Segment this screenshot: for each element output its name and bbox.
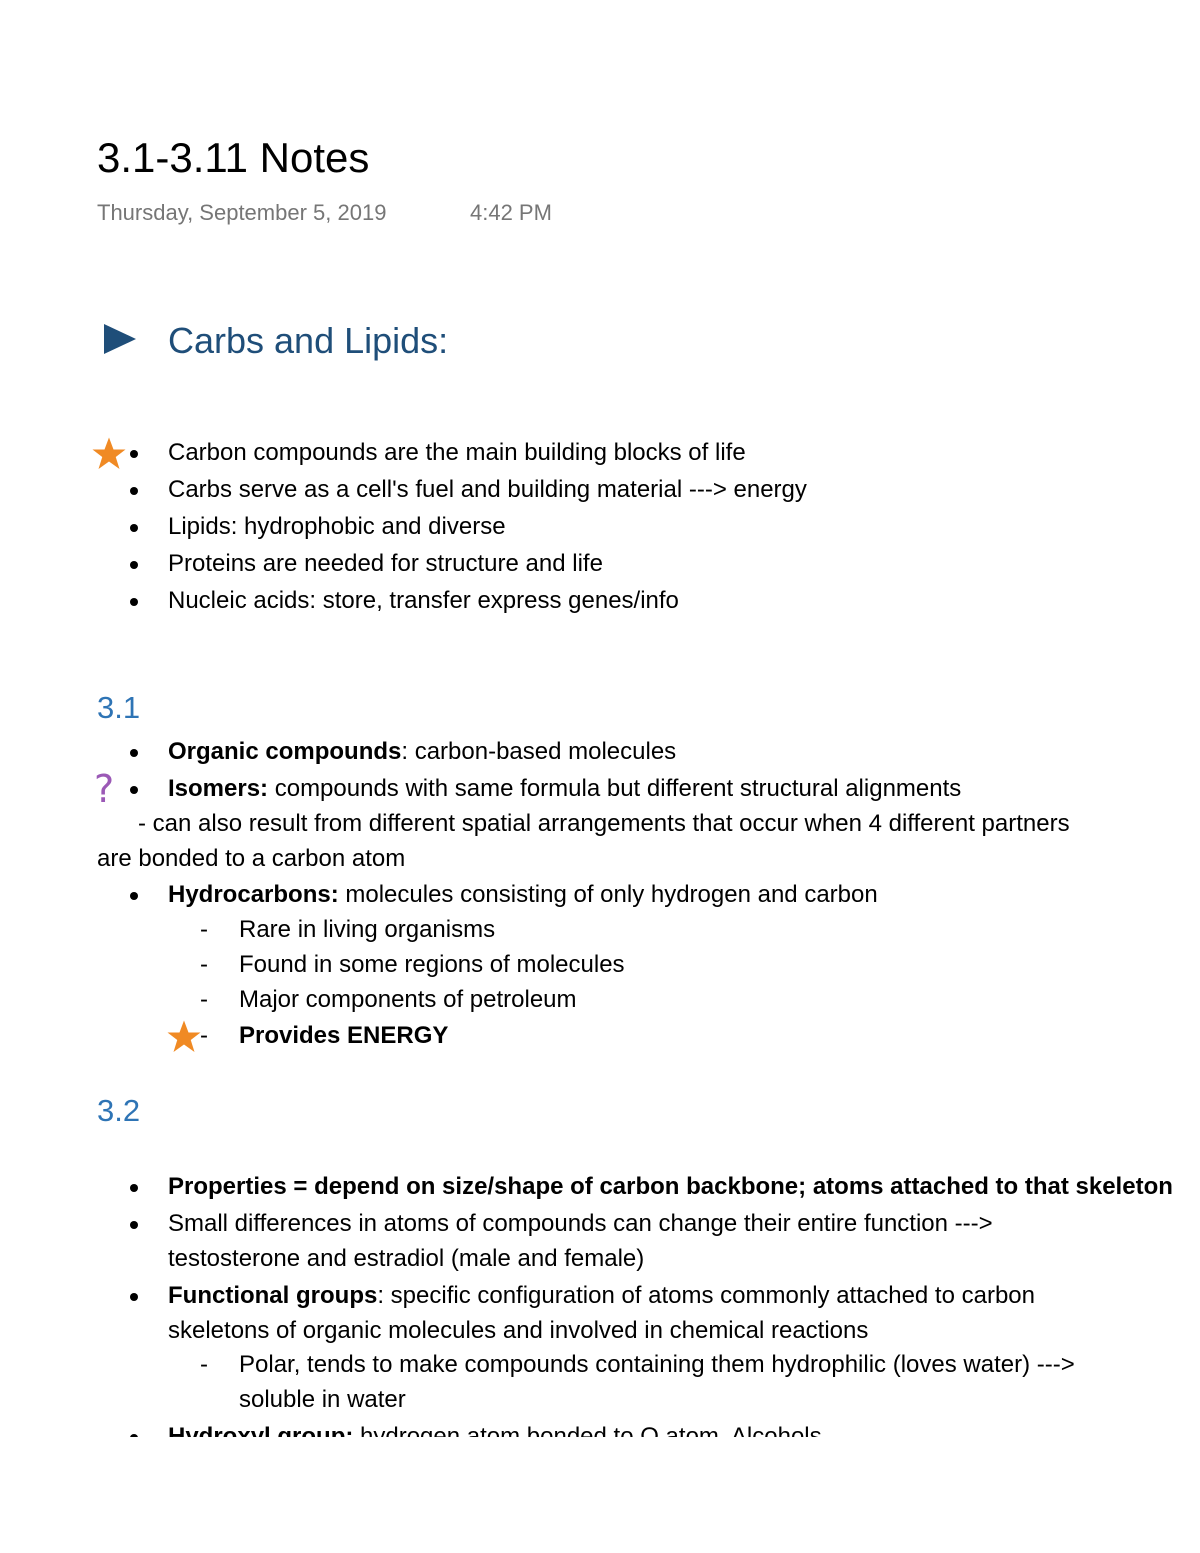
page-title: 3.1-3.11 Notes — [97, 134, 370, 181]
term-organic: Organic compounds — [168, 738, 402, 765]
list-item-continuation: testosterone and estradiol (male and female) — [168, 1245, 645, 1272]
bullet-icon — [130, 1293, 138, 1301]
list-item: Isomers: compounds with same formula but different structural alignments — [168, 775, 962, 802]
section-heading-3-2: 3.2 — [97, 1093, 141, 1128]
bullet-icon — [130, 1184, 138, 1192]
question-mark-icon: ? — [94, 767, 115, 811]
term-hydrocarbons: Hydrocarbons: — [168, 881, 339, 908]
dash-bullet: - — [200, 951, 208, 978]
sub-list-item: Found in some regions of molecules — [239, 951, 625, 978]
triangle-bullet-icon — [104, 324, 136, 354]
list-item: Functional groups: specific configuration of atoms commonly attached to carbon — [168, 1282, 1035, 1309]
bullet-icon — [130, 524, 138, 532]
term-functional-groups: Functional groups — [168, 1282, 378, 1309]
section-heading-carbs-lipids: Carbs and Lipids: — [168, 320, 449, 361]
bullet-icon — [130, 892, 138, 900]
sub-list-item-continuation: soluble in water — [239, 1386, 406, 1413]
dash-bullet: - — [200, 986, 208, 1013]
bullet-icon — [130, 1221, 138, 1229]
list-item: Properties = depend on size/shape of carbon backbone; atoms attached to that skeleton — [168, 1173, 1173, 1200]
bullet-icon — [130, 450, 138, 458]
note-line: are bonded to a carbon atom — [97, 845, 406, 872]
list-item: Proteins are needed for structure and life — [168, 550, 603, 577]
list-item: Carbon compounds are the main building blocks of life — [168, 439, 746, 466]
sub-list-item: Provides ENERGY — [239, 1022, 449, 1049]
list-item: Hydrocarbons: molecules consisting of only hydrogen and carbon — [168, 881, 878, 908]
sub-list-item: Major components of petroleum — [239, 986, 577, 1013]
list-item: Carbs serve as a cell's fuel and building material ---> energy — [168, 476, 807, 503]
section-heading-3-1: 3.1 — [97, 690, 141, 725]
list-item: Organic compounds: carbon-based molecules — [168, 738, 677, 765]
note-time: 4:42 PM — [470, 200, 552, 225]
dash-bullet: - — [200, 1351, 208, 1378]
bullet-icon — [130, 561, 138, 569]
list-item: Nucleic acids: store, transfer express genes/info — [168, 587, 679, 614]
star-icon — [91, 436, 127, 472]
sub-list-item: Polar, tends to make compounds containing them hydrophilic (loves water) ---> — [239, 1351, 1075, 1378]
dash-bullet: - — [200, 1022, 208, 1049]
note-line: - can also result from different spatial arrangements that occur when 4 different partners — [138, 810, 1070, 837]
term-isomers: Isomers: — [168, 775, 269, 802]
list-item: Lipids: hydrophobic and diverse — [168, 513, 506, 540]
page-bottom-cutoff — [0, 1437, 1200, 1553]
sub-list-item: Rare in living organisms — [239, 916, 496, 943]
bullet-icon — [130, 487, 138, 495]
dash-bullet: - — [200, 916, 208, 943]
list-item: Small differences in atoms of compounds can change their entire function ---> — [168, 1210, 993, 1237]
list-item-continuation: skeletons of organic molecules and involved in chemical reactions — [168, 1317, 869, 1344]
bullet-icon — [130, 598, 138, 606]
bullet-icon — [130, 749, 138, 757]
star-icon — [166, 1019, 202, 1055]
bullet-icon — [130, 786, 138, 794]
note-date: Thursday, September 5, 2019 — [97, 200, 387, 225]
